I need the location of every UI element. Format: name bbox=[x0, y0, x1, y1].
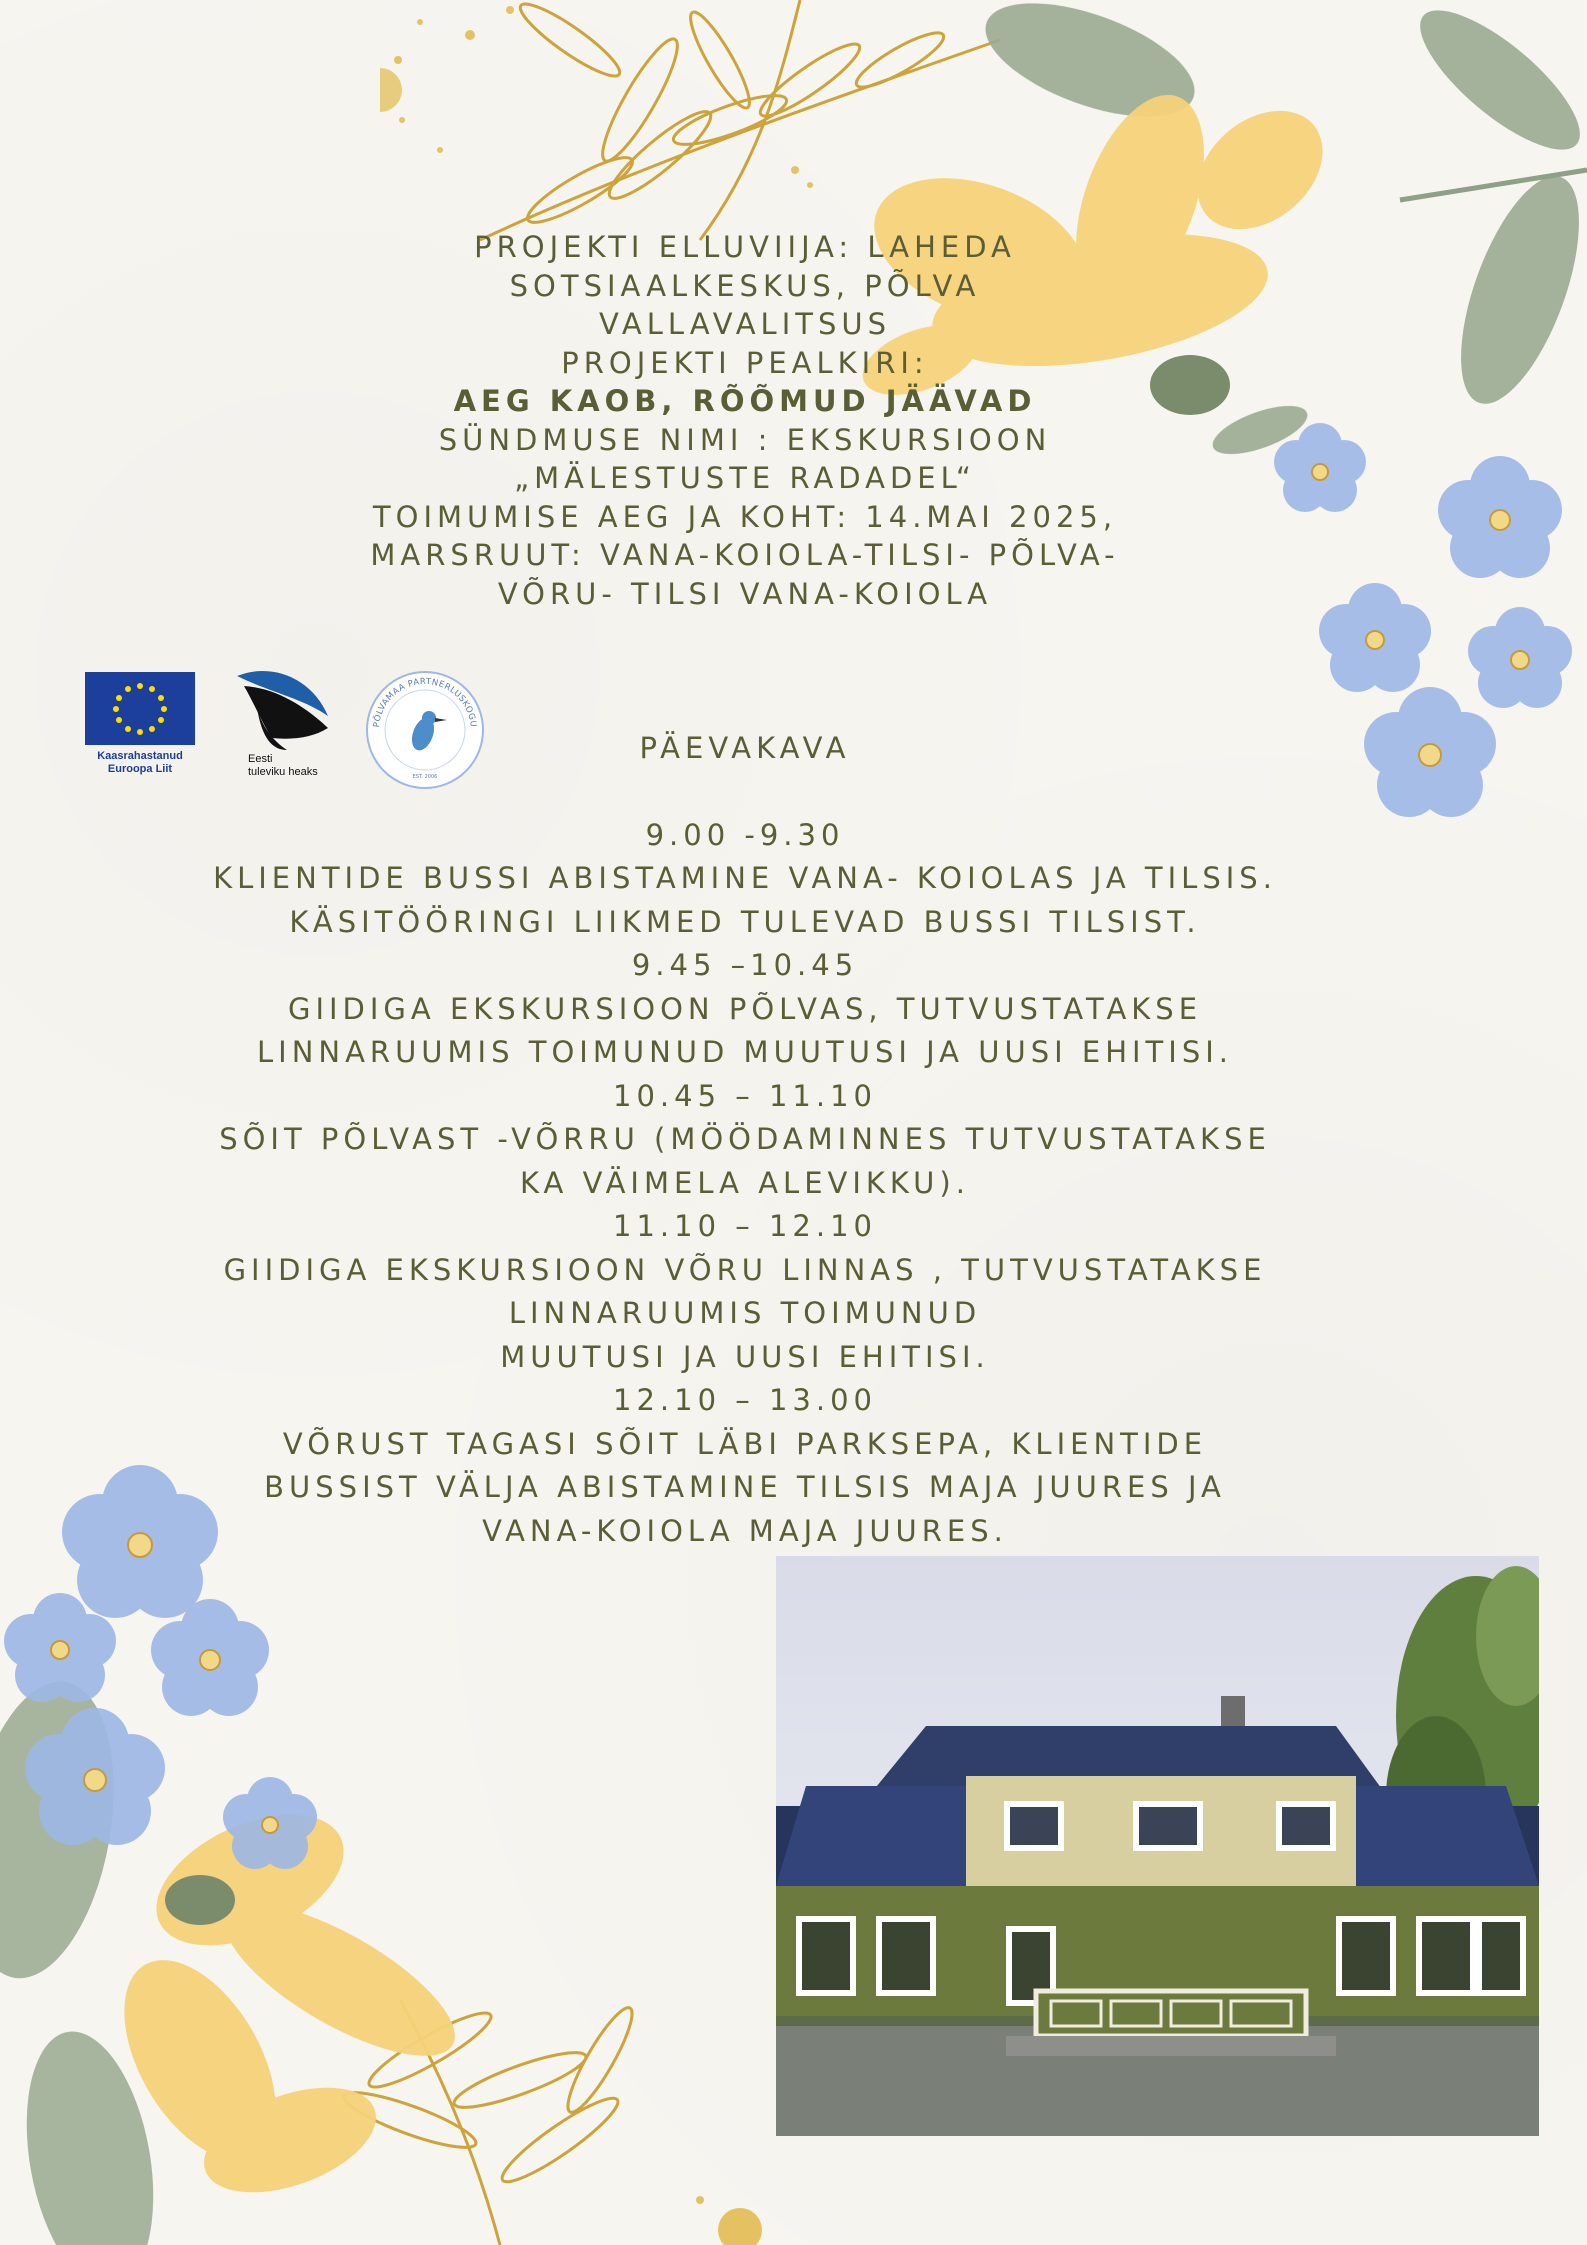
agenda-line: GIIDIGA EKSKURSIOON VÕRU LINNAS , TUTVUSTATAKSE bbox=[223, 1252, 1267, 1287]
project-line: SOTSIAALKESKUS, PÕLVA bbox=[509, 268, 981, 303]
agenda-line: BUSSIST VÄLJA ABISTAMINE TILSIS MAJA JUURES JA bbox=[264, 1470, 1226, 1504]
agenda-line: MUUTUSI JA UUSI EHITISI. bbox=[500, 1339, 990, 1374]
agenda-time: 11.10 – 12.10 bbox=[613, 1209, 877, 1243]
project-info bbox=[160, 228, 1330, 613]
agenda-line: LINNARUUMIS TOIMUNUD bbox=[508, 1296, 982, 1330]
project-line: PROJEKTI ELLUVIIJA: LAHEDA bbox=[474, 230, 1016, 264]
project-line: PROJEKTI PEALKIRI: bbox=[561, 345, 929, 380]
agenda-line: KA VÄIMELA ALEVIKKU). bbox=[520, 1165, 970, 1200]
agenda-line: GIIDIGA EKSKURSIOON PÕLVAS, TUTVUSTATAKSE bbox=[287, 991, 1203, 1026]
agenda-time: 9.00 -9.30 bbox=[645, 817, 845, 852]
agenda-line: KLIENTIDE BUSSI ABISTAMINE VANA- KOIOLAS JA TILSIS. bbox=[213, 861, 1277, 895]
event-line: SÜNDMUSE NIMI : EKSKURSIOON bbox=[438, 422, 1052, 457]
event-line: VÕRU- TILSI VANA-KOIOLA bbox=[497, 576, 993, 611]
agenda-time: 9.45 –10.45 bbox=[631, 948, 859, 982]
event-line: TOIMUMISE AEG JA KOHT: 14.MAI 2025, bbox=[372, 499, 1118, 534]
floral-decoration-bottom-left bbox=[0, 1440, 780, 2245]
agenda-time: 12.10 – 13.00 bbox=[613, 1383, 877, 1417]
agenda bbox=[160, 727, 1330, 1553]
agenda-line: VANA-KOIOLA MAJA JUURES. bbox=[482, 1513, 1008, 1548]
agenda-line: VÕRUST TAGASI SÕIT LÄBI PARKSEPA, KLIENTIDE bbox=[282, 1426, 1208, 1461]
agenda-line: LINNARUUMIS TOIMUNUD MUUTUSI JA UUSI EHITISI. bbox=[257, 1035, 1233, 1069]
project-line: VALLAVALITSUS bbox=[598, 307, 892, 341]
agenda-time: 10.45 – 11.10 bbox=[613, 1078, 877, 1113]
partnership-est: EST. 2006 bbox=[412, 774, 438, 780]
agenda-line: SÕIT PÕLVAST -VÕRRU (MÖÖDAMINNES TUTVUSTATAKSE bbox=[219, 1122, 1271, 1156]
estonia-caption: Eesti tuleviku heaks bbox=[248, 753, 318, 778]
building-photo bbox=[776, 1556, 1539, 2136]
agenda-line: KÄSITÖÖRINGI LIIKMED TULEVAD BUSSI TILSIST. bbox=[289, 904, 1201, 939]
eu-caption: Kaasrahastanud Euroopa Liit bbox=[97, 750, 183, 775]
event-line: „MÄLESTUSTE RADADEL“ bbox=[514, 461, 976, 495]
partnership-name: PÕLVAMAA PARTNERLUSKOGU bbox=[372, 676, 479, 728]
agenda-title: PÄEVAKAVA bbox=[639, 731, 851, 765]
event-line: MARSRUUT: VANA-KOIOLA-TILSI- PÕLVA- bbox=[370, 538, 1120, 572]
project-title: AEG KAOB, RÕÕMUD JÄÄVAD bbox=[453, 384, 1037, 418]
